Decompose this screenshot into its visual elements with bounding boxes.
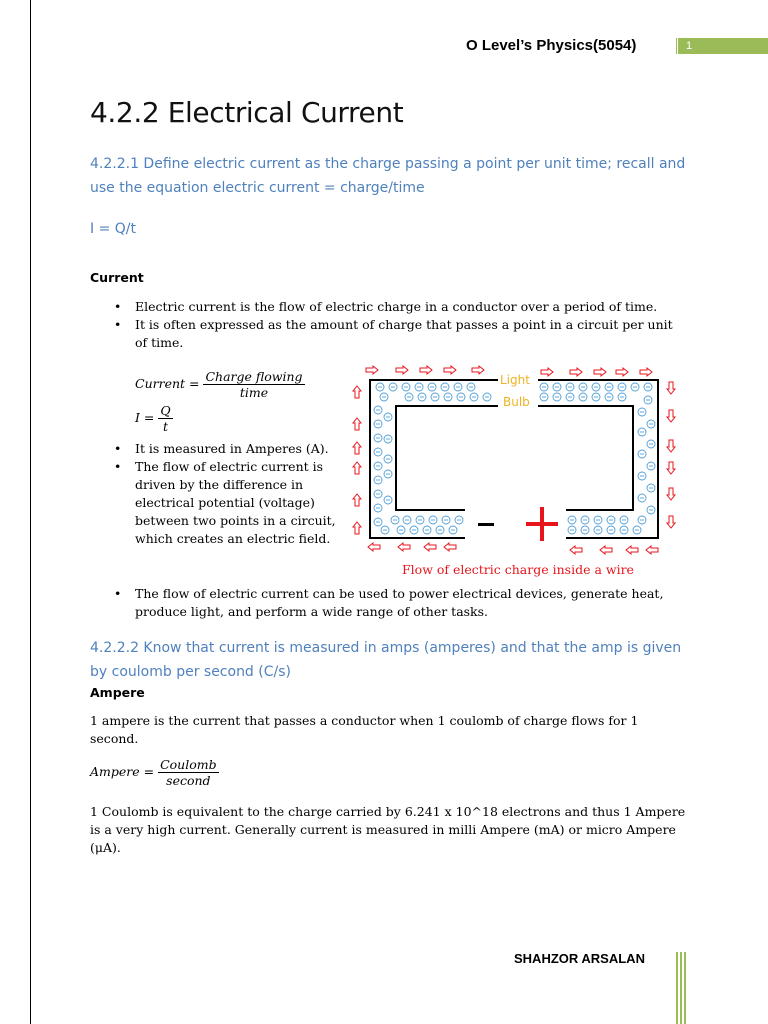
ampere-heading: Ampere: [90, 685, 145, 700]
current-bullet-list-mid: [110, 440, 336, 548]
wire-inner: [396, 406, 633, 510]
fraction-numerator: Coulomb: [160, 757, 217, 772]
formula-lhs: I =: [135, 410, 155, 425]
formula-lhs: Ampere =: [90, 764, 155, 779]
diagram-caption: Flow of electric charge inside a wire: [402, 562, 634, 577]
formula-lhs: Current =: [135, 376, 200, 391]
footer-author: SHAHZOR ARSALAN: [514, 951, 645, 966]
fraction: [158, 403, 172, 434]
fraction-numerator: Q: [160, 403, 171, 418]
page-number-tab: [678, 38, 768, 54]
fraction-denominator: t: [162, 419, 169, 434]
subsection-heading-1: 4.2.2.1 Define electric current as the charge passing a point per unit time; recall and use the equation electric current = charge/time: [90, 156, 686, 196]
bullet-item: • It is measured in Amperes (A).: [110, 440, 336, 458]
formula-i-q-t: [135, 403, 173, 434]
formula-ampere: [90, 757, 219, 788]
page-margin-line: [30, 0, 31, 1024]
fraction-denominator: time: [239, 385, 269, 400]
bullet-item: • The flow of electric current can be used to power electrical devices, generate heat, produce light, and perform a wide range of other tasks.: [110, 585, 685, 621]
positive-terminal-icon: [526, 507, 558, 541]
bullet-item: • The flow of electric current is driven by the difference in electrical potential (voltage) between two points in a circuit, which creates an electric field.: [110, 458, 336, 548]
page-number: 1: [686, 40, 693, 52]
negative-terminal-icon: [478, 523, 494, 526]
header-title: O Level’s Physics(5054): [466, 37, 637, 54]
subsection-heading-2: 4.2.2.2 Know that current is measured in amps (amperes) and that the amp is given by coulomb per second (C/s): [90, 640, 682, 680]
current-bullet-list-top: [110, 298, 685, 352]
bulb-label-line1: Light: [500, 373, 530, 387]
charge-flow-diagram: [348, 362, 688, 562]
current-bullet-list-bottom: [110, 585, 685, 621]
bullet-item: • Electric current is the flow of electric charge in a conductor over a period of time.: [110, 298, 685, 316]
formula-current: [135, 369, 305, 400]
current-heading: Current: [90, 270, 144, 285]
page-tab-divider: [676, 38, 677, 54]
coulomb-paragraph: 1 Coulomb is equivalent to the charge carried by 6.241 x 10^18 electrons and thus 1 Ampere is a very high current. Generally current is measured in milli Ampere (mA) or micro Ampere (μA).: [90, 804, 686, 855]
fraction: [203, 369, 304, 400]
bulb-label-line2: Bulb: [503, 395, 530, 409]
equation-i-q-t: I = Q/t: [90, 221, 136, 237]
ampere-definition: 1 ampere is the current that passes a conductor when 1 coulomb of charge flows for 1 second.: [90, 713, 639, 746]
fraction: [158, 757, 219, 788]
bullet-item: • It is often expressed as the amount of charge that passes a point in a circuit per unit of time.: [110, 316, 685, 352]
fraction-numerator: Charge flowing: [205, 369, 303, 384]
fraction-denominator: second: [166, 773, 211, 788]
page-title: 4.2.2 Electrical Current: [90, 96, 404, 129]
